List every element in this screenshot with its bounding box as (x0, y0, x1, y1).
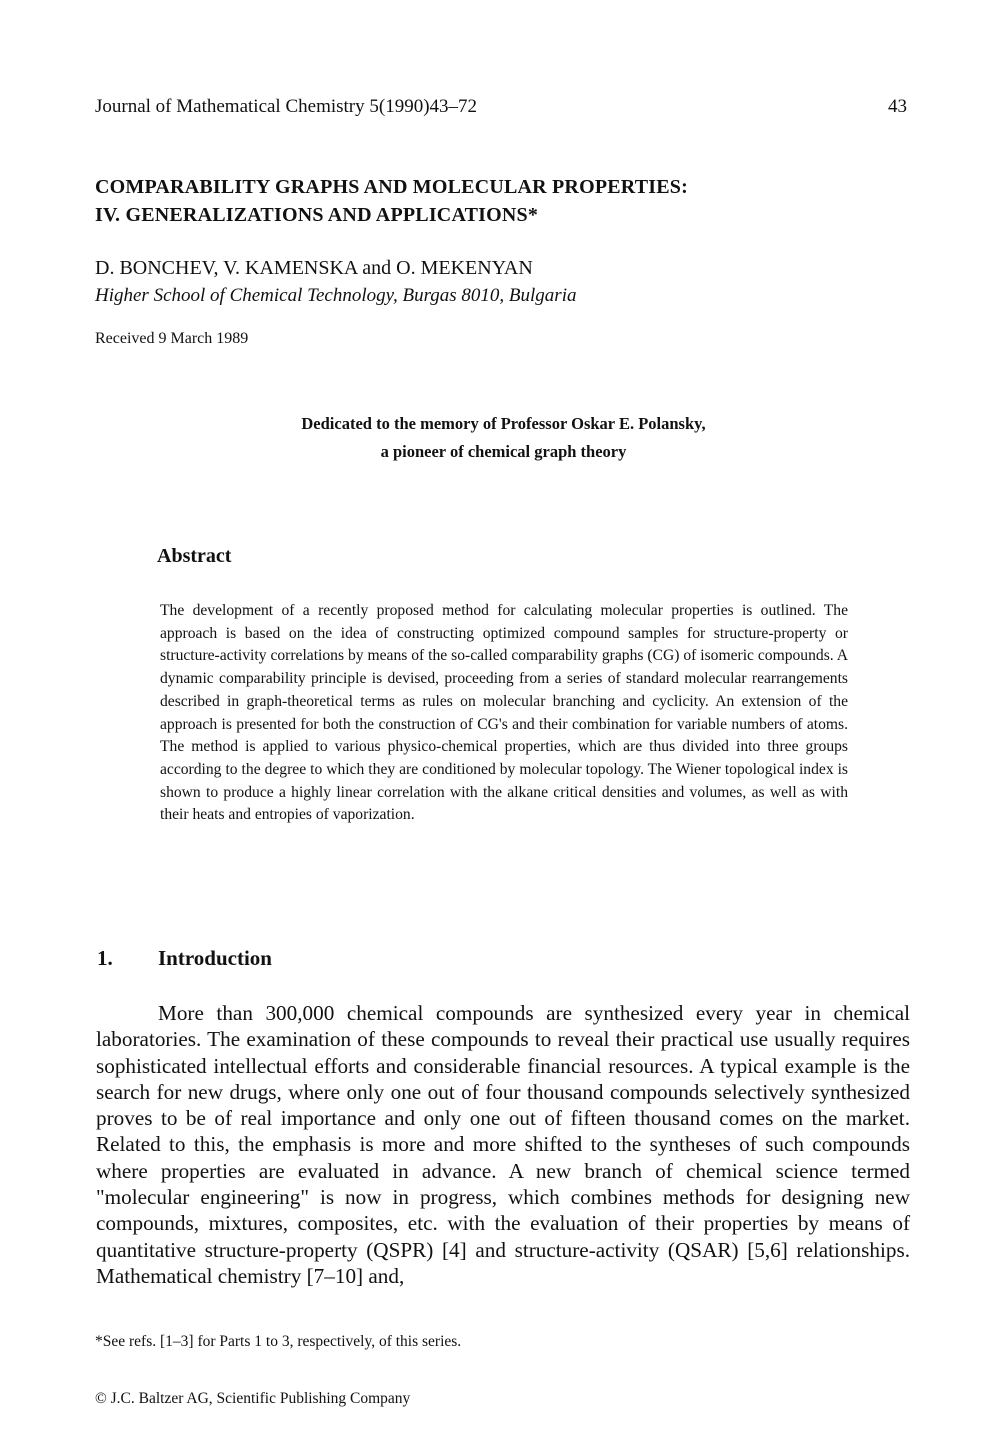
section-heading-introduction: Introduction (158, 946, 272, 970)
authors: D. BONCHEV, V. KAMENSKA and O. MEKENYAN (95, 257, 533, 279)
title-line-2: IV. GENERALIZATIONS AND APPLICATIONS* (95, 204, 539, 226)
dedication (0, 410, 1007, 466)
running-head: Journal of Mathematical Chemistry 5(1990)43–72 (95, 96, 478, 117)
abstract-heading: Abstract (157, 545, 232, 567)
paper-title (95, 173, 688, 229)
copyright: © J.C. Baltzer AG, Scientific Publishing Company (95, 1390, 411, 1407)
introduction-text: More than 300,000 chemical compounds are synthesized every year in chemical laboratories. The examination of these compounds to reveal their practical use usually requires sophisticated intellectual efforts and considerable financial resources. A typical example is the search for new drugs, where only one out of four thousand compounds selectively synthesized proves to be of real importance and only one out of fifteen thousand comes on the market. Related to this, the emphasis is more and more shifted to the syntheses of such compounds where properties are evaluated in advance. A new branch of chemical science termed "molecular engineering" is now in progress, which combines methods for designing new compounds, mixtures, composites, etc. with the evaluation of their properties by means of quantitative structure-property (QSPR) [4] and structure-activity (QSAR) [5,6] relationships. Mathematical chemistry [7–10] and, (96, 1001, 910, 1288)
received-date: Received 9 March 1989 (95, 330, 249, 347)
footnote: *See refs. [1–3] for Parts 1 to 3, respectively, of this series. (95, 1333, 462, 1350)
dedication-line-2: a pioneer of chemical graph theory (380, 442, 627, 461)
affiliation: Higher School of Chemical Technology, Burgas 8010, Bulgaria (95, 285, 577, 306)
dedication-line-1: Dedicated to the memory of Professor Oskar E. Polansky, (301, 414, 706, 433)
title-line-1: COMPARABILITY GRAPHS AND MOLECULAR PROPERTIES: (95, 176, 688, 198)
section-number: 1. (97, 946, 113, 970)
abstract-text: The development of a recently proposed method for calculating molecular properties is outlined. The approach is based on the idea of constructing optimized compound samples for structure-property or structure-activity correlations by means of the so-called comparability graphs (CG) of isomeric compounds. A dynamic comparability principle is devised, proceeding from a series of standard molecular rearrangements described in graph-theoretical terms as rules on molecular branching and cyclicity. An extension of the approach is presented for both the construction of CG's and their combination for variable numbers of atoms. The method is applied to various physico-chemical properties, which are thus divided into three groups according to the degree to which they are conditioned by molecular topology. The Wiener topological index is shown to produce a highly linear correlation with the alkane critical densities and volumes, as well as with their heats and entropies of vaporization. (160, 602, 848, 824)
page-number: 43 (888, 96, 907, 117)
